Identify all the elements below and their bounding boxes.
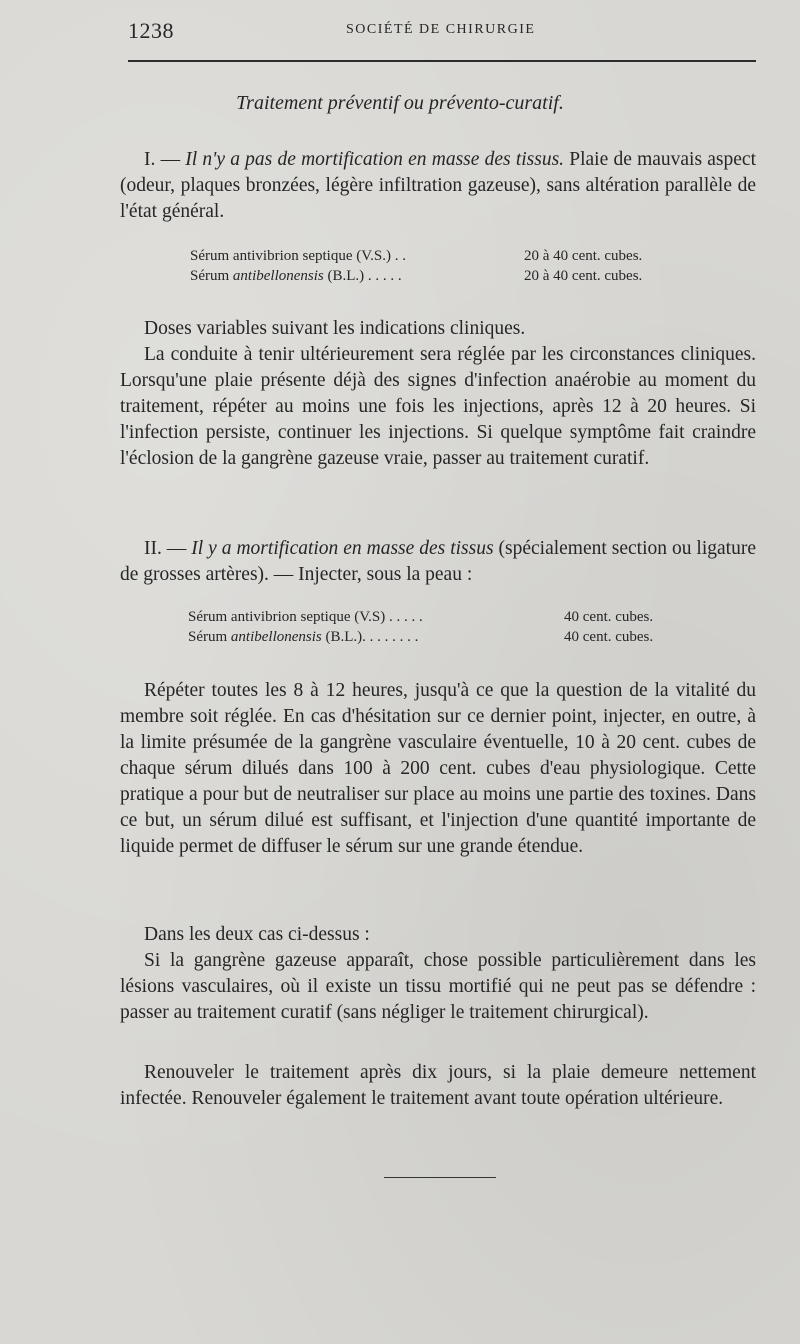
recipe-name: Sérum antibellonensis (B.L.). . . . . . . . (188, 629, 419, 645)
section-1-text: Plaie de mauvais aspect (odeur, plaques bronzées, légère infiltration gazeuse), sans altération parallèle de l'état général. (120, 149, 756, 222)
page-number: 1238 (128, 18, 174, 43)
recipe-dose: 20 à 40 cent. cubes. (524, 268, 643, 284)
paragraph: Renouveler le traitement après dix jours, si la plaie demeure nettement infectée. Renouveler également le traitement avant toute opération ultérieure. (120, 1062, 756, 1109)
header-rule (128, 60, 756, 62)
section-2-intro (120, 536, 756, 588)
section-title: Traitement préventif ou prévento-curatif. (236, 92, 564, 114)
page-header (128, 18, 760, 44)
recipe-dose: 40 cent. cubes. (564, 609, 654, 625)
recipe-dose: 20 à 40 cent. cubes. (524, 248, 643, 264)
section-2-text: (spécialement section ou ligature de grosses artères). — Injecter, sous la peau : (120, 538, 756, 585)
running-head: SOCIÉTÉ DE CHIRURGIE (346, 22, 536, 37)
section-1-heading: Il n'y a pas de mortification en masse des tissus. (185, 149, 565, 170)
recipe-dose: 40 cent. cubes. (564, 629, 654, 645)
recipe-name: Sérum antibellonensis (B.L.) . . . . . (190, 268, 402, 284)
paragraph: Si la gangrène gazeuse apparaît, chose possible particulièrement dans les lésions vasculaires, où il existe un tissu mortifié qui ne peut pas se défendre : passer au traitement curatif (sans négliger le traitement chirurgical). (120, 950, 756, 1023)
section-1-label: I. — (144, 149, 186, 170)
section-2-heading: Il y a mortification en masse des tissus (191, 538, 494, 559)
paragraph: Dans les deux cas ci-dessus : (144, 924, 370, 945)
paragraph: Répéter toutes les 8 à 12 heures, jusqu'à ce que la question de la vitalité du membre soit réglée. En cas d'hésitation sur ce dernier point, injecter, en outre, à la limite présumée de la gangrène vasculaire éventuelle, 10 à 20 cent. cubes de chaque sérum dilués dans 100 à 200 cent. cubes d'eau physiologique. Cette pratique a pour but de neutraliser sur place au moins une partie des toxines. Dans ce but, un sérum dilué est suffisant, et l'injection d'une quantité importante de liquide permet de diffuser le sérum sur une grande étendue. (120, 680, 756, 857)
paragraph: Doses variables suivant les indications cliniques. (144, 318, 526, 339)
section-2-label: II. — (144, 538, 192, 559)
closing-rule (384, 1177, 496, 1178)
recipe-name: Sérum antivibrion septique (V.S.) . . (190, 248, 406, 264)
paragraph: La conduite à tenir ultérieurement sera réglée par les circonstances cliniques. Lorsqu'une plaie présente déjà des signes d'infection anaérobie au moment du traitement, répéter au moins une fois les injections, après 12 à 20 heures. Si l'infection persiste, continuer les injections. Si quelque symptôme fait craindre l'éclosion de la gangrène gazeuse vraie, passer au traitement curatif. (120, 344, 756, 469)
recipe-name: Sérum antivibrion septique (V.S) . . . . . (188, 609, 423, 625)
section-1-intro (120, 147, 756, 225)
